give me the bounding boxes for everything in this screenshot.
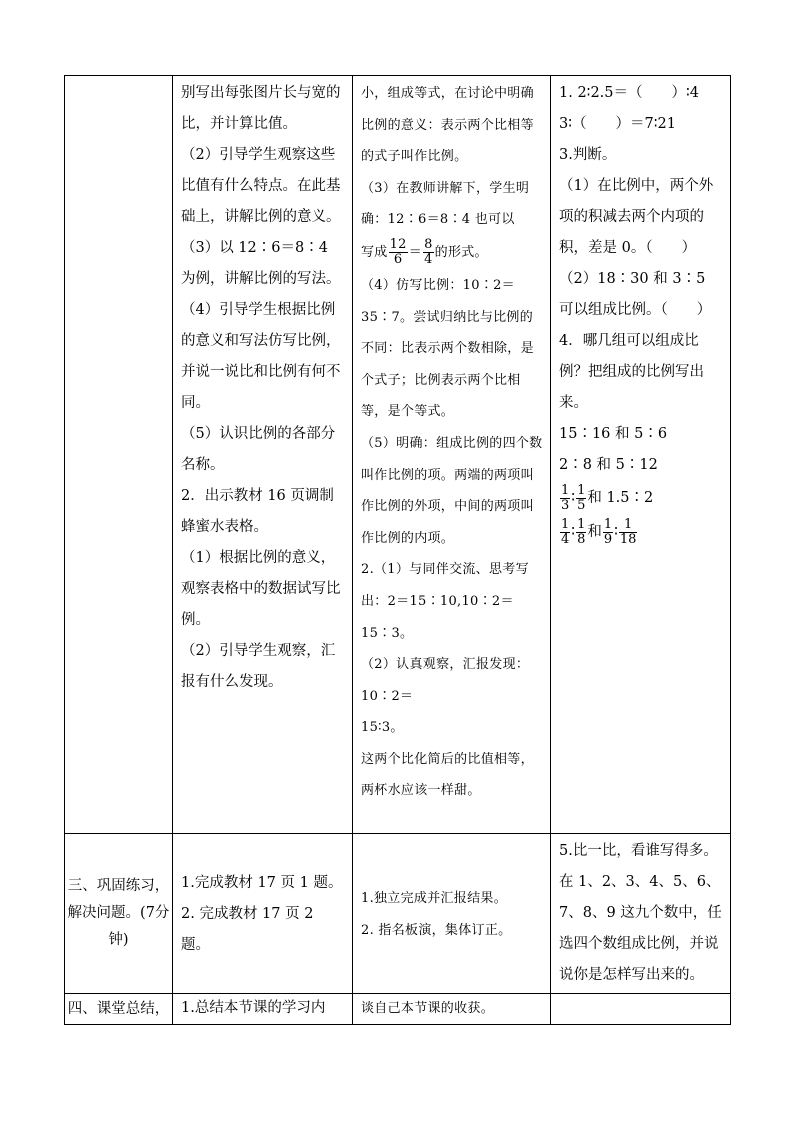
- student-step: 这两个比化简后的比值相等，两杯水应该一样甜。: [361, 751, 534, 799]
- fraction: $\frac{1}{18}$: [619, 516, 637, 547]
- fraction: $\frac{1}{9}$: [603, 516, 613, 547]
- teacher-activity-cell: [173, 834, 353, 994]
- student-step: 2.（1）与同伴交流、思考写出：2＝15∶10,10∶2＝15∶3。: [361, 562, 529, 641]
- fraction: $\frac{1}{8}$: [577, 516, 586, 547]
- teacher-step: （1）根据比例的意义，观察表格中的数据试写比例。: [181, 550, 341, 628]
- teacher-step: 2．出示教材 16 页调制蜂蜜水表格。: [181, 488, 334, 535]
- student-step: 2. 指名板演，集体订正。: [361, 922, 512, 938]
- stage-cell: [65, 994, 173, 1025]
- fraction: $\frac{8}{4}$: [424, 236, 433, 267]
- student-step: 15∶3。: [361, 720, 404, 736]
- teacher-step: 1.完成教材 17 页 1 题。: [181, 875, 343, 891]
- student-step-fraction: 写成 $\frac{12}{6}$ ＝ $\frac{8}{4}$ 的形式。: [361, 236, 488, 267]
- exercise-cell: [551, 994, 731, 1025]
- fraction: $\frac{12}{6}$: [389, 236, 407, 267]
- teacher-step: （5）认识比例的各部分名称。: [181, 426, 336, 473]
- teacher-activity-cell: [173, 76, 353, 834]
- student-step: （3）在教师讲解下，学生明确：12∶6＝8∶4 也可以: [361, 180, 530, 228]
- teacher-step: 2. 完成教材 17 页 2 题。: [181, 906, 314, 953]
- fraction: $\frac{1}{5}$: [577, 482, 586, 513]
- fraction: $\frac{1}{4}$: [561, 516, 570, 547]
- teacher-step: （3）以 12∶6＝8∶4 为例，讲解比例的写法。: [181, 240, 341, 287]
- teacher-step: （2）引导学生观察这些比值有什么特点。在此基础上，讲解比例的意义。: [181, 147, 341, 225]
- teacher-step: （2）引导学生观察，汇报有什么发现。: [181, 643, 336, 690]
- teacher-step: 1.总结本节课的学习内: [181, 1000, 326, 1016]
- student-step: 1.独立完成并汇报结果。: [361, 890, 508, 906]
- exercise-line: （2）18∶30 和 3∶5 可以组成比例。（ ）: [559, 271, 712, 318]
- student-step: （5）明确：组成比例的四个数叫作比例的项。两端的两项叫作比例的外项，中间的两项叫作比例的内项。: [361, 435, 543, 546]
- table-row: [65, 834, 731, 994]
- teacher-step: （4）引导学生根据比例的意义和写法仿写比例，并说一说比和比例有何不同。: [181, 302, 341, 411]
- lesson-plan-table: [64, 75, 731, 1025]
- student-step: （2）认真观察，汇报发现：10∶2＝: [361, 657, 530, 704]
- student-activity-cell: [353, 76, 551, 834]
- exercise-line: 2∶8 和 5∶12: [559, 457, 658, 473]
- teacher-activity-cell: [173, 994, 353, 1025]
- teacher-step: 别写出每张图片长与宽的比，并计算比值。: [181, 85, 341, 132]
- student-step: （4）仿写比例：10∶2＝35∶7。尝试归纳比与比例的不同：比表示两个数相除，是个式子；比例表示两个比相等，是个等式。: [361, 277, 534, 420]
- exercise-line: （1）在比例中，两个外项的积减去两个内项的积，差是 0。（ ）: [559, 178, 714, 256]
- student-step: 小，组成等式，在讨论中明确比例的意义：表示两个比相等的式子叫作比例。: [361, 86, 534, 165]
- exercise-fraction-line: $\frac{1}{4}$ ∶ $\frac{1}{8}$ 和 $\frac{1}{9}$ ∶ $\frac{1}{18}$: [561, 516, 637, 547]
- stage-label: 四、课堂总结，: [67, 1001, 170, 1017]
- exercise-cell: [551, 76, 731, 834]
- stage-cell: [65, 834, 173, 994]
- student-activity-cell: [353, 834, 551, 994]
- exercise-line: 5.比一比，看谁写得多。在 1、2、3、4、5、6、7、8、9 这九个数中，任选四个数组成比例，并说说你是怎样写出来的。: [559, 843, 722, 983]
- stage-cell: [65, 76, 173, 834]
- table-row: [65, 994, 731, 1025]
- student-step: 谈自己本节课的收获。: [361, 1001, 495, 1016]
- exercise-line: 4．哪几组可以组成比例？把组成的比例写出来。: [559, 333, 704, 411]
- student-activity-cell: [353, 994, 551, 1025]
- exercise-cell: [551, 834, 731, 994]
- exercise-line: 3∶（ ）＝7∶21: [559, 116, 676, 132]
- fraction: $\frac{1}{3}$: [561, 482, 570, 513]
- exercise-line: 3.判断。: [559, 147, 617, 163]
- table-row: [65, 76, 731, 834]
- exercise-line: 15∶16 和 5∶6: [559, 426, 668, 442]
- exercise-fraction-line: $\frac{1}{3}$ ∶ $\frac{1}{5}$ 和 1.5∶2: [561, 482, 654, 513]
- stage-label: 三、巩固练习，解决问题。(7分钟): [67, 878, 170, 948]
- exercise-line: 1. 2∶2.5＝（ ）∶4: [559, 85, 700, 101]
